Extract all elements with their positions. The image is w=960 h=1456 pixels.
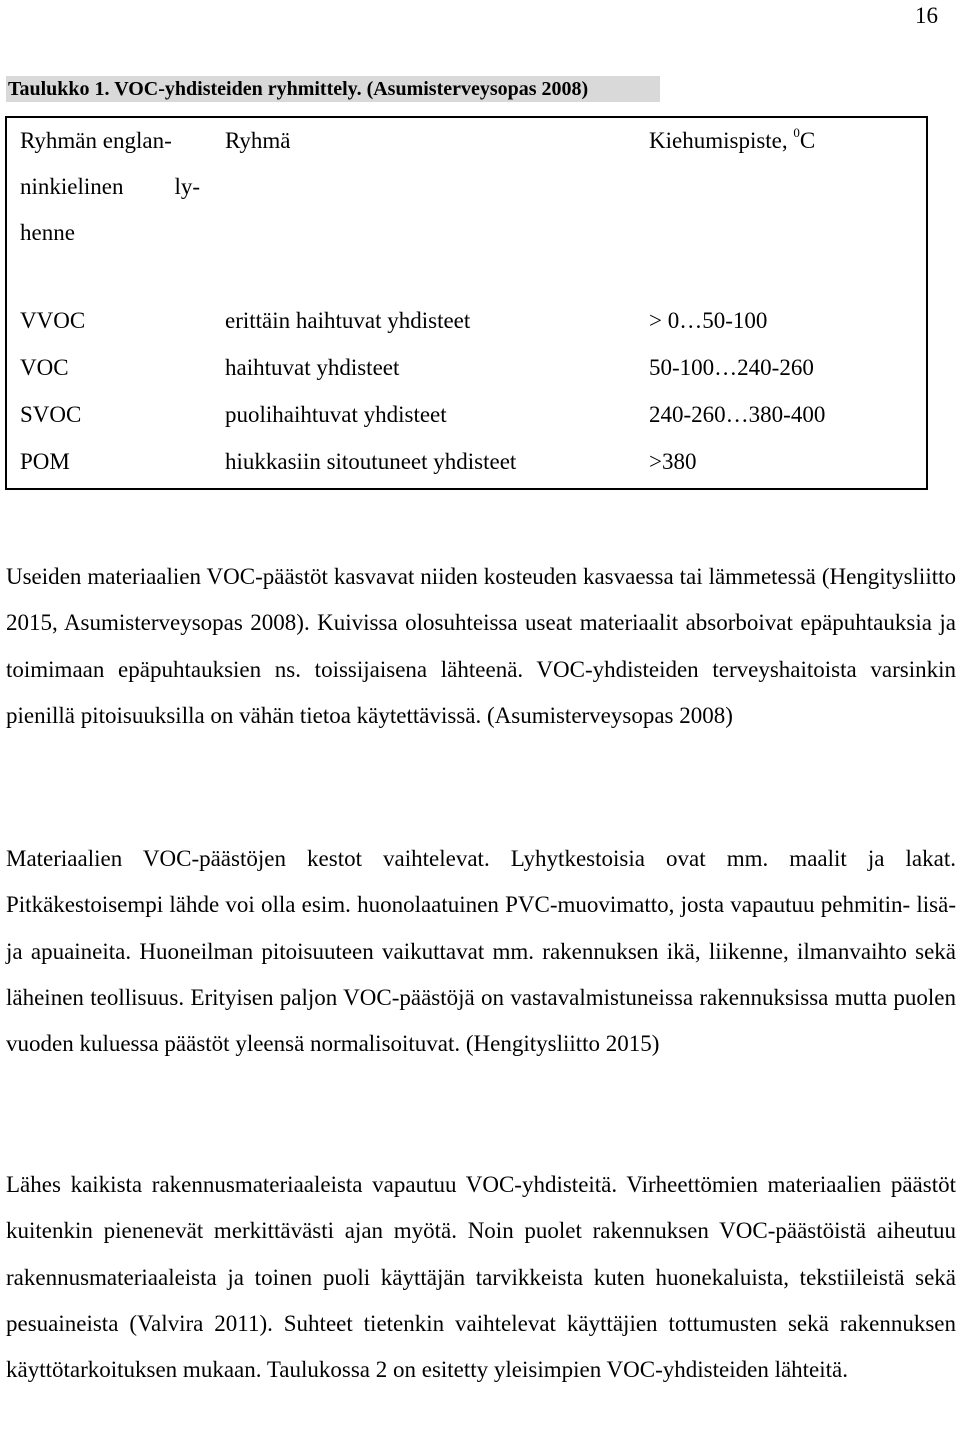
table-row-voc-boiling: 50-100…240-260 xyxy=(649,355,814,380)
header-group: Ryhmä xyxy=(225,128,291,153)
table-row-voc-abbr: VOC xyxy=(20,355,69,380)
paragraph-emission-duration: Materiaalien VOC-päästöjen kestot vaihtelevat. Lyhytkestoisia ovat mm. maalit ja lakat. Pitkäkestoisempi lähde voi olla esim. huonolaatuinen PVC-muovimatto, josta vapautuu pehmitin- lisä- ja apuaineita. Huoneilman pitoisuuteen vaikuttavat mm. rakennuksen ikä, liikenne, ilmanvaihto sekä läheinen teollisuus. Erityisen paljon VOC-päästöjä on vastavalmistuneissa rakennuksissa mutta puolen vuoden kuluessa päästöt yleensä normalisoituvat. (Hengitysliitto 2015) xyxy=(6,846,956,1057)
header-boiling-degree: 0 xyxy=(793,125,800,141)
header-boiling-unit: C xyxy=(799,128,816,153)
table-row-voc-group: haihtuvat yhdisteet xyxy=(225,355,400,380)
paragraph-voc-emissions: Useiden materiaalien VOC-päästöt kasvavat niiden kosteuden kasvaessa tai lämmetessä (Hengitysliitto 2015, Asumisterveysopas 2008). Kuivissa olosuhteissa useat materiaalit absorboivat epäpuhtauksia ja toimimaan epäpuhtauksien ns. toissijaisena lähteenä. VOC-yhdisteiden terveyshaitoista varsinkin pienillä pitoisuuksilla on vähän tietoa käytettävissä. (Asumisterveysopas 2008) xyxy=(6,564,956,728)
table-row-vvoc-abbr: VVOC xyxy=(20,308,86,333)
header-boiling-label: Kiehumispiste, xyxy=(649,128,788,153)
table-row-svoc-boiling: 240-260…380-400 xyxy=(649,402,826,427)
header-abbr-line2-word: ninkielinen xyxy=(20,174,124,199)
table-caption: Taulukko 1. VOC-yhdisteiden ryhmittely. (Asumisterveysopas 2008) xyxy=(6,76,660,102)
table-row-pom-group: hiukkasiin sitoutuneet yhdisteet xyxy=(225,449,517,474)
header-abbr-line2-hyphen: ly- xyxy=(174,174,200,199)
header-abbreviation xyxy=(20,118,200,256)
header-abbr-line2 xyxy=(20,164,200,210)
table-row-pom-boiling: >380 xyxy=(649,449,697,474)
paragraph-building-materials: Lähes kaikista rakennusmateriaaleista vapautuu VOC-yhdisteitä. Virheettömien materiaalien päästöt kuitenkin pienenevät merkittävästi ajan myötä. Noin puolet rakennuksen VOC-päästöistä aiheutuu rakennusmateriaaleista ja toinen puoli käyttäjän tarvikkeista kuten huonekaluista, tekstiileistä sekä pesuaineista (Valvira 2011). Suhteet tietenkin vaihtelevat käyttäjien tottumusten sekä rakennuksen käyttötarkoituksen mukaan. Taulukossa 2 on esitetty yleisimpien VOC-yhdisteiden lähteitä. xyxy=(6,1172,956,1383)
header-abbr-line1: Ryhmän englan- xyxy=(20,128,172,153)
table-row-pom-abbr: POM xyxy=(20,449,70,474)
table-row-vvoc-group: erittäin haihtuvat yhdisteet xyxy=(225,308,471,333)
page-number: 16 xyxy=(915,3,938,28)
header-abbr-line3: henne xyxy=(20,220,75,245)
voc-table xyxy=(5,116,928,490)
table-row-vvoc-boiling: > 0…50-100 xyxy=(649,308,768,333)
header-boiling-point xyxy=(649,118,815,164)
table-row-svoc-group: puolihaihtuvat yhdisteet xyxy=(225,402,447,427)
table-row-svoc-abbr: SVOC xyxy=(20,402,82,427)
